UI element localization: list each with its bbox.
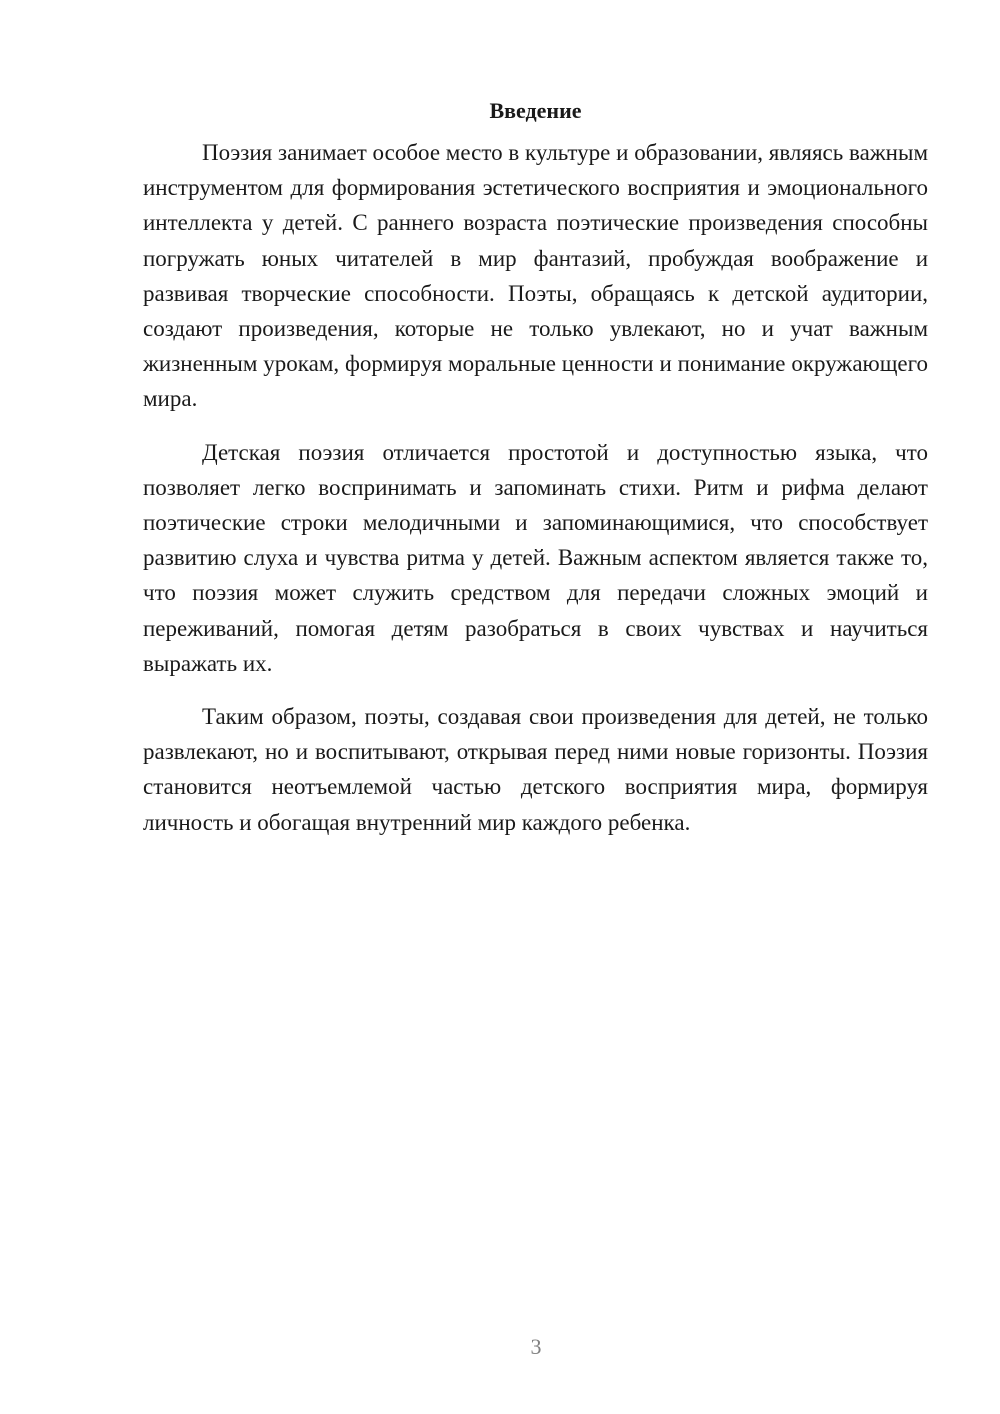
page-number: 3 xyxy=(530,1334,542,1359)
body-paragraph-1: Поэзия занимает особое место в культуре и образовании, являясь важным инструментом для формирования эстетического восприятия и эмоционального интеллекта у детей. С раннего возраста поэтические произведения способны погружать юных читателей в мир фантазий, пробуждая воображение и развивая творческие способности. Поэты, обращаясь к детской аудитории, создают произведения, которые не только увлекают, но и учат важным жизненным урокам, формируя моральные ценности и понимание окружающего мира. xyxy=(143,140,928,412)
section-heading: Введение xyxy=(489,98,582,123)
body-paragraph-3: Таким образом, поэты, создавая свои произведения для детей, не только развлекают, но и воспитывают, открывая перед ними новые горизонты. Поэзия становится неотъемлемой частью детского восприятия мира, формируя личность и обогащая внутренний мир каждого ребенка. xyxy=(143,704,928,835)
page-content xyxy=(143,95,928,840)
body-paragraph-2: Детская поэзия отличается простотой и доступностью языка, что позволяет легко воспринимать и запоминать стихи. Ритм и рифма делают поэтические строки мелодичными и запоминающимися, что способствует развитию слуха и чувства ритма у детей. Важным аспектом является также то, что поэзия может служить средством для передачи сложных эмоций и переживаний, помогая детям разобраться в своих чувствах и научиться выражать их. xyxy=(143,439,928,676)
